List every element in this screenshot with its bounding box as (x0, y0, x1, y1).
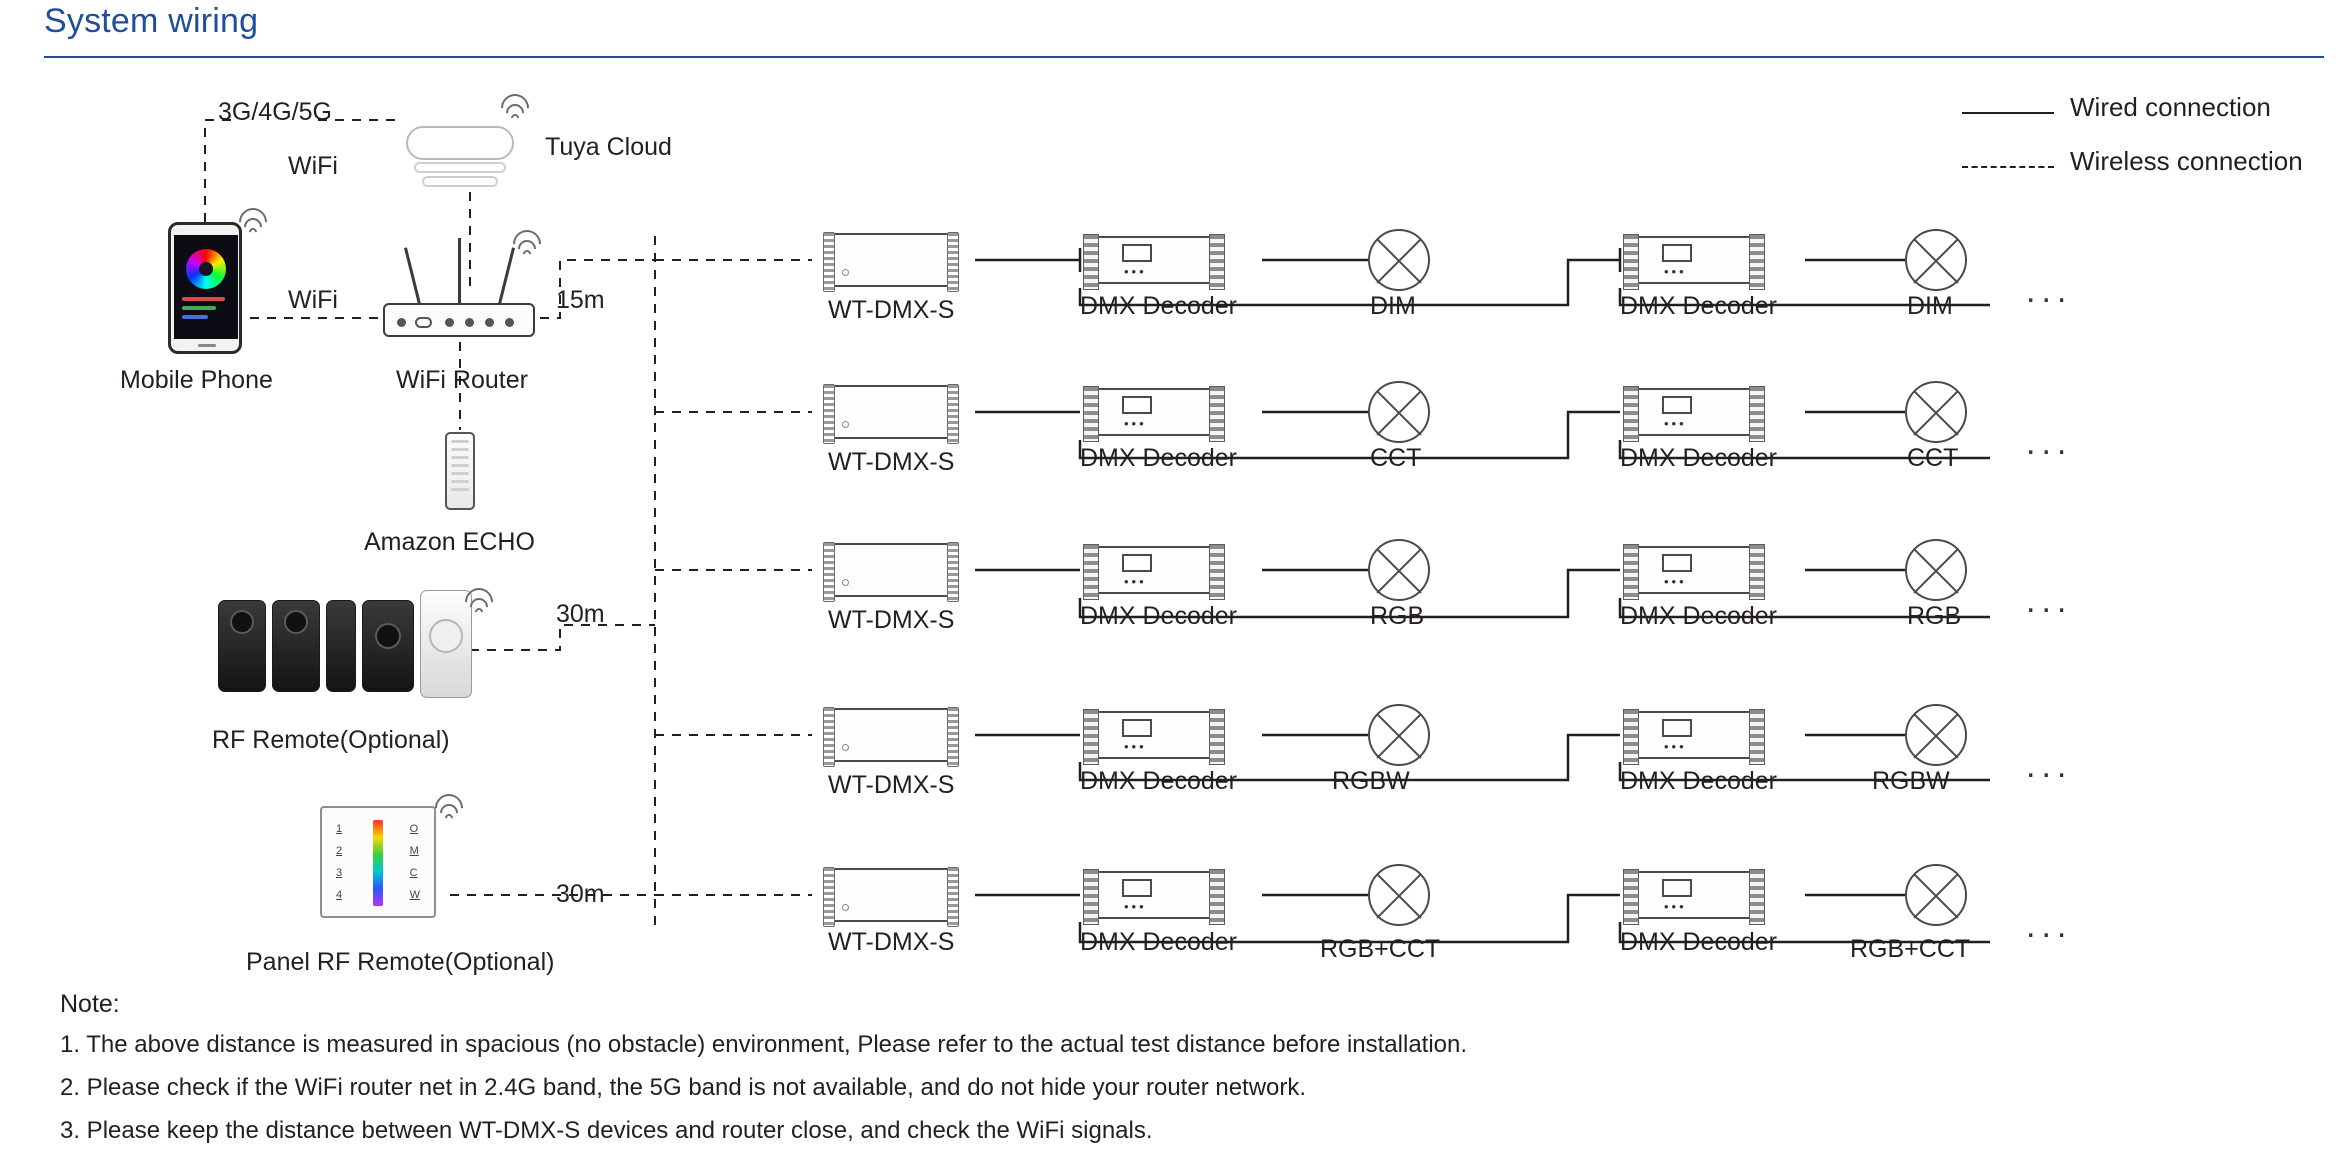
label-panel-rf-remote: Panel RF Remote(Optional) (246, 948, 555, 976)
label-router-distance: 15m (556, 286, 605, 314)
controller-wt-dmx-s-4 (828, 708, 954, 762)
label-lamp-2a: CCT (1370, 444, 1422, 472)
row-1-more: ... (2026, 272, 2073, 310)
router-wifi-icon (510, 228, 544, 258)
lamp-3a-icon (1368, 539, 1430, 601)
note-item-1: 1. The above distance is measured in spacious (no obstacle) environment, Please refer to the actual test distance before installation. (60, 1031, 1468, 1058)
dmx-decoder-2a: ••• (1090, 388, 1218, 436)
label-lamp-2b: CCT (1907, 444, 1959, 472)
dmx-decoder-1a: ••• (1090, 236, 1218, 284)
phone-wifi-icon (236, 206, 270, 236)
label-lamp-4b: RGBW (1872, 767, 1950, 795)
panel-key-2: 2 (336, 845, 343, 857)
wireless-line-swatch (1962, 166, 2054, 168)
lamp-2b-icon (1905, 381, 1967, 443)
panel-keys-left (336, 818, 342, 906)
panel-key-m: M (409, 845, 419, 857)
label-mobile-phone: Mobile Phone (120, 366, 273, 394)
rf-remote-wifi-icon (462, 586, 496, 616)
panel-key-3: 3 (336, 867, 343, 879)
lamp-1b-icon (1905, 229, 1967, 291)
dmx-decoder-3b: ••• (1630, 546, 1758, 594)
controller-wt-dmx-s-3 (828, 543, 954, 597)
lamp-4b-icon (1905, 704, 1967, 766)
label-decoder-4b: DMX Decoder (1620, 767, 1777, 795)
dmx-decoder-4a: ••• (1090, 711, 1218, 759)
note-item-3: 3. Please keep the distance between WT-DMX-S devices and router close, and check the WiFi signals. (60, 1117, 1153, 1144)
router-antenna-left (404, 247, 421, 304)
controller-wt-dmx-s-1 (828, 233, 954, 287)
dmx-decoder-2b: ••• (1630, 388, 1758, 436)
legend (1962, 90, 2322, 198)
label-controller-4: WT-DMX-S (828, 771, 955, 799)
panel-keys-right (410, 818, 420, 906)
label-lamp-5b: RGB+CCT (1850, 935, 1971, 963)
dmx-decoder-3a: ••• (1090, 546, 1218, 594)
panel-key-1: 1 (336, 823, 343, 835)
label-decoder-1b: DMX Decoder (1620, 292, 1777, 320)
lamp-5b-icon (1905, 864, 1967, 926)
lamp-5a-icon (1368, 864, 1430, 926)
label-cellular: 3G/4G/5G (218, 98, 332, 126)
row-5-more: ... (2026, 907, 2073, 945)
label-lamp-5a: RGB+CCT (1320, 935, 1441, 963)
panel-remote-wifi-icon (432, 792, 466, 822)
label-router-wifi: WiFi (288, 286, 338, 314)
controller-wt-dmx-s-2 (828, 385, 954, 439)
legend-label-wireless: Wireless connection (2070, 146, 2303, 176)
panel-rf-remote-icon (320, 806, 436, 918)
notes-section (60, 990, 2260, 1160)
rf-remote-1-icon (218, 600, 266, 692)
label-controller-2: WT-DMX-S (828, 448, 955, 476)
lamp-4a-icon (1368, 704, 1430, 766)
legend-label-wired: Wired connection (2070, 92, 2271, 122)
mobile-phone-icon (168, 222, 242, 354)
amazon-echo-icon (445, 432, 475, 510)
label-decoder-4a: DMX Decoder (1080, 767, 1237, 795)
router-antenna-center (458, 238, 461, 304)
notes-heading: Note: (60, 990, 120, 1018)
panel-key-4: 4 (336, 889, 343, 901)
note-item-2: 2. Please check if the WiFi router net in 2.4G band, the 5G band is not available, and do not hide your router network. (60, 1074, 1307, 1101)
wired-line-swatch (1962, 112, 2054, 114)
label-tuya-cloud: Tuya Cloud (545, 133, 672, 161)
lamp-3b-icon (1905, 539, 1967, 601)
wifi-router-icon (383, 303, 535, 337)
lamp-1a-icon (1368, 229, 1430, 291)
legend-item-wireless (1962, 144, 2322, 198)
row-2-more: ... (2026, 424, 2073, 462)
label-decoder-5b: DMX Decoder (1620, 928, 1777, 956)
panel-key-c: C (409, 867, 418, 879)
tuya-cloud-icon (400, 118, 522, 190)
label-rf-remote-distance: 30m (556, 600, 605, 628)
label-amazon-echo: Amazon ECHO (364, 528, 535, 556)
page-title: System wiring (44, 2, 259, 40)
rf-remote-2-icon (272, 600, 320, 692)
label-controller-1: WT-DMX-S (828, 296, 955, 324)
label-decoder-2b: DMX Decoder (1620, 444, 1777, 472)
label-lamp-4a: RGBW (1332, 767, 1410, 795)
label-cellular-wifi: WiFi (288, 152, 338, 180)
rf-remote-4-icon (362, 600, 414, 692)
label-decoder-3b: DMX Decoder (1620, 602, 1777, 630)
cloud-wifi-icon (498, 92, 532, 122)
label-decoder-2a: DMX Decoder (1080, 444, 1237, 472)
dmx-decoder-1b: ••• (1630, 236, 1758, 284)
label-lamp-1b: DIM (1907, 292, 1953, 320)
label-rf-remote: RF Remote(Optional) (212, 726, 450, 754)
dmx-decoder-5a: ••• (1090, 871, 1218, 919)
legend-item-wired (1962, 90, 2322, 144)
dmx-decoder-4b: ••• (1630, 711, 1758, 759)
label-decoder-1a: DMX Decoder (1080, 292, 1237, 320)
panel-key-o: O (409, 823, 419, 835)
panel-key-w: W (409, 889, 420, 901)
label-lamp-3a: RGB (1370, 602, 1425, 630)
label-wifi-router: WiFi Router (396, 366, 528, 394)
rf-remote-3-icon (326, 600, 356, 692)
lamp-2a-icon (1368, 381, 1430, 443)
label-decoder-3a: DMX Decoder (1080, 602, 1237, 630)
label-controller-3: WT-DMX-S (828, 606, 955, 634)
label-panel-remote-distance: 30m (556, 880, 605, 908)
label-lamp-1a: DIM (1370, 292, 1416, 320)
label-decoder-5a: DMX Decoder (1080, 928, 1237, 956)
controller-wt-dmx-s-5 (828, 868, 954, 922)
row-3-more: ... (2026, 582, 2073, 620)
dmx-decoder-5b: ••• (1630, 871, 1758, 919)
label-lamp-3b: RGB (1907, 602, 1962, 630)
label-controller-5: WT-DMX-S (828, 928, 955, 956)
row-4-more: ... (2026, 747, 2073, 785)
